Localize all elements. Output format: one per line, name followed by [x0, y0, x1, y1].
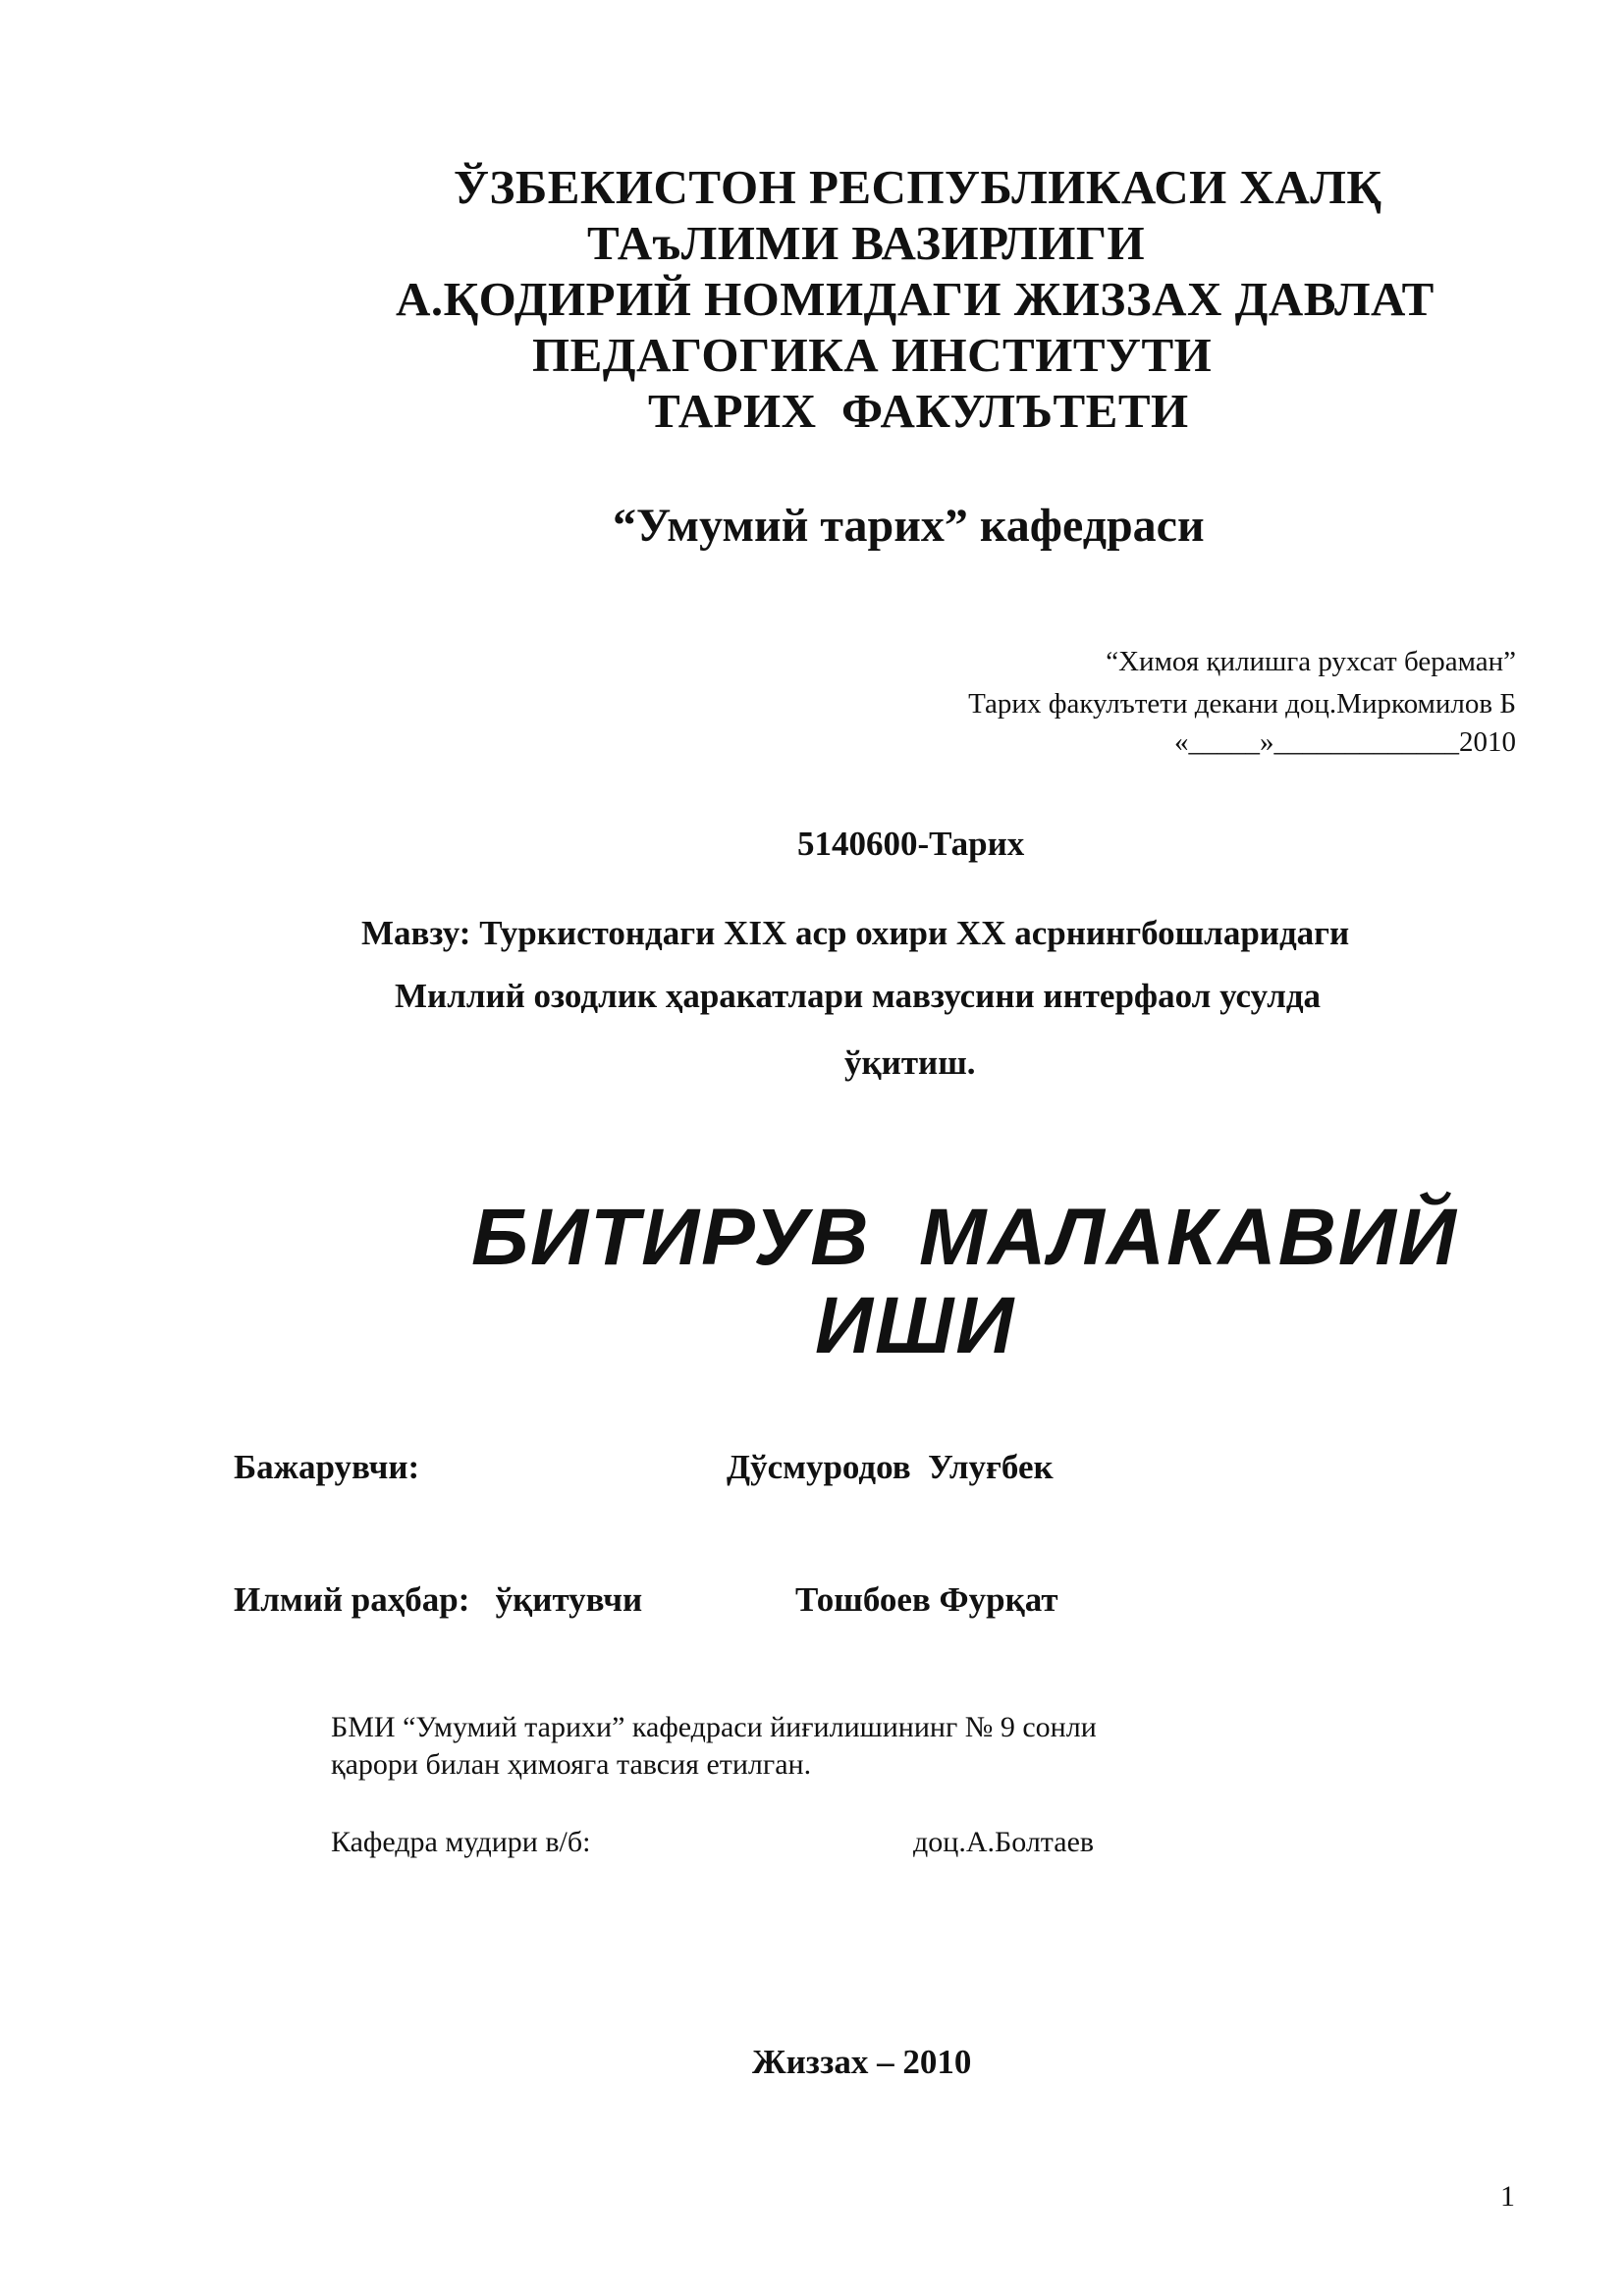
department-head-label: Кафедра мудири в/б: — [331, 1826, 591, 1858]
topic-line-1: Мавзу: Туркистондаги XIX аср охири XX асрнингбошларидаги — [361, 914, 1350, 952]
recommendation-line-1: БМИ “Умумий тарихи” кафедраси йиғилишининг № 9 сонли — [331, 1711, 1097, 1743]
ministry-line-1: ЎЗБЕКИСТОН РЕСПУБЛИКАСИ ХАЛҚ — [454, 160, 1382, 214]
institute-line-2: ПЕДАГОГИКА ИНСТИТУТИ — [532, 328, 1213, 382]
department-head-name: доц.А.Болтаев — [913, 1826, 1095, 1858]
approval-line-2: Тарих факулътети декани доц.Миркомилов Б — [968, 688, 1516, 720]
faculty-line: ТАРИХ ФАКУЛЪТЕТИ — [648, 384, 1189, 438]
ministry-line-2: ТАъЛИМИ ВАЗИРЛИГИ — [587, 216, 1146, 270]
supervisor-name: Тошбоев Фурқат — [795, 1580, 1058, 1619]
topic-line-2: Миллий озодлик ҳаракатлари мавзусини интерфаол усулда — [395, 977, 1322, 1015]
topic-line-3: ўқитиш. — [844, 1043, 976, 1082]
supervisor-label: Илмий раҳбар: ўқитувчи — [234, 1580, 643, 1619]
performer-name: Дўсмуродов Улуғбек — [727, 1448, 1054, 1486]
specialty-code: 5140600-Тарих — [797, 825, 1025, 863]
approval-date-line: «_____»_____________2010 — [1174, 726, 1516, 758]
city-year: Жиззах – 2010 — [752, 2043, 972, 2081]
page-number: 1 — [1500, 2180, 1515, 2213]
institute-line-1: А.ҚОДИРИЙ НОМИДАГИ ЖИЗЗАХ ДАВЛАТ — [396, 272, 1435, 326]
recommendation-line-2: қарори билан ҳимояга тавсия етилган. — [331, 1748, 812, 1781]
approval-line-1: “Химоя қилишга рухсат бераман” — [1106, 646, 1516, 677]
work-title-line-1: БИТИРУВ МАЛАКАВИЙ — [471, 1193, 1458, 1282]
department-title: “Умумий тарих” кафедраси — [613, 500, 1205, 552]
work-title-line-2: ИШИ — [815, 1281, 1016, 1370]
performer-label: Бажарувчи: — [234, 1448, 420, 1486]
